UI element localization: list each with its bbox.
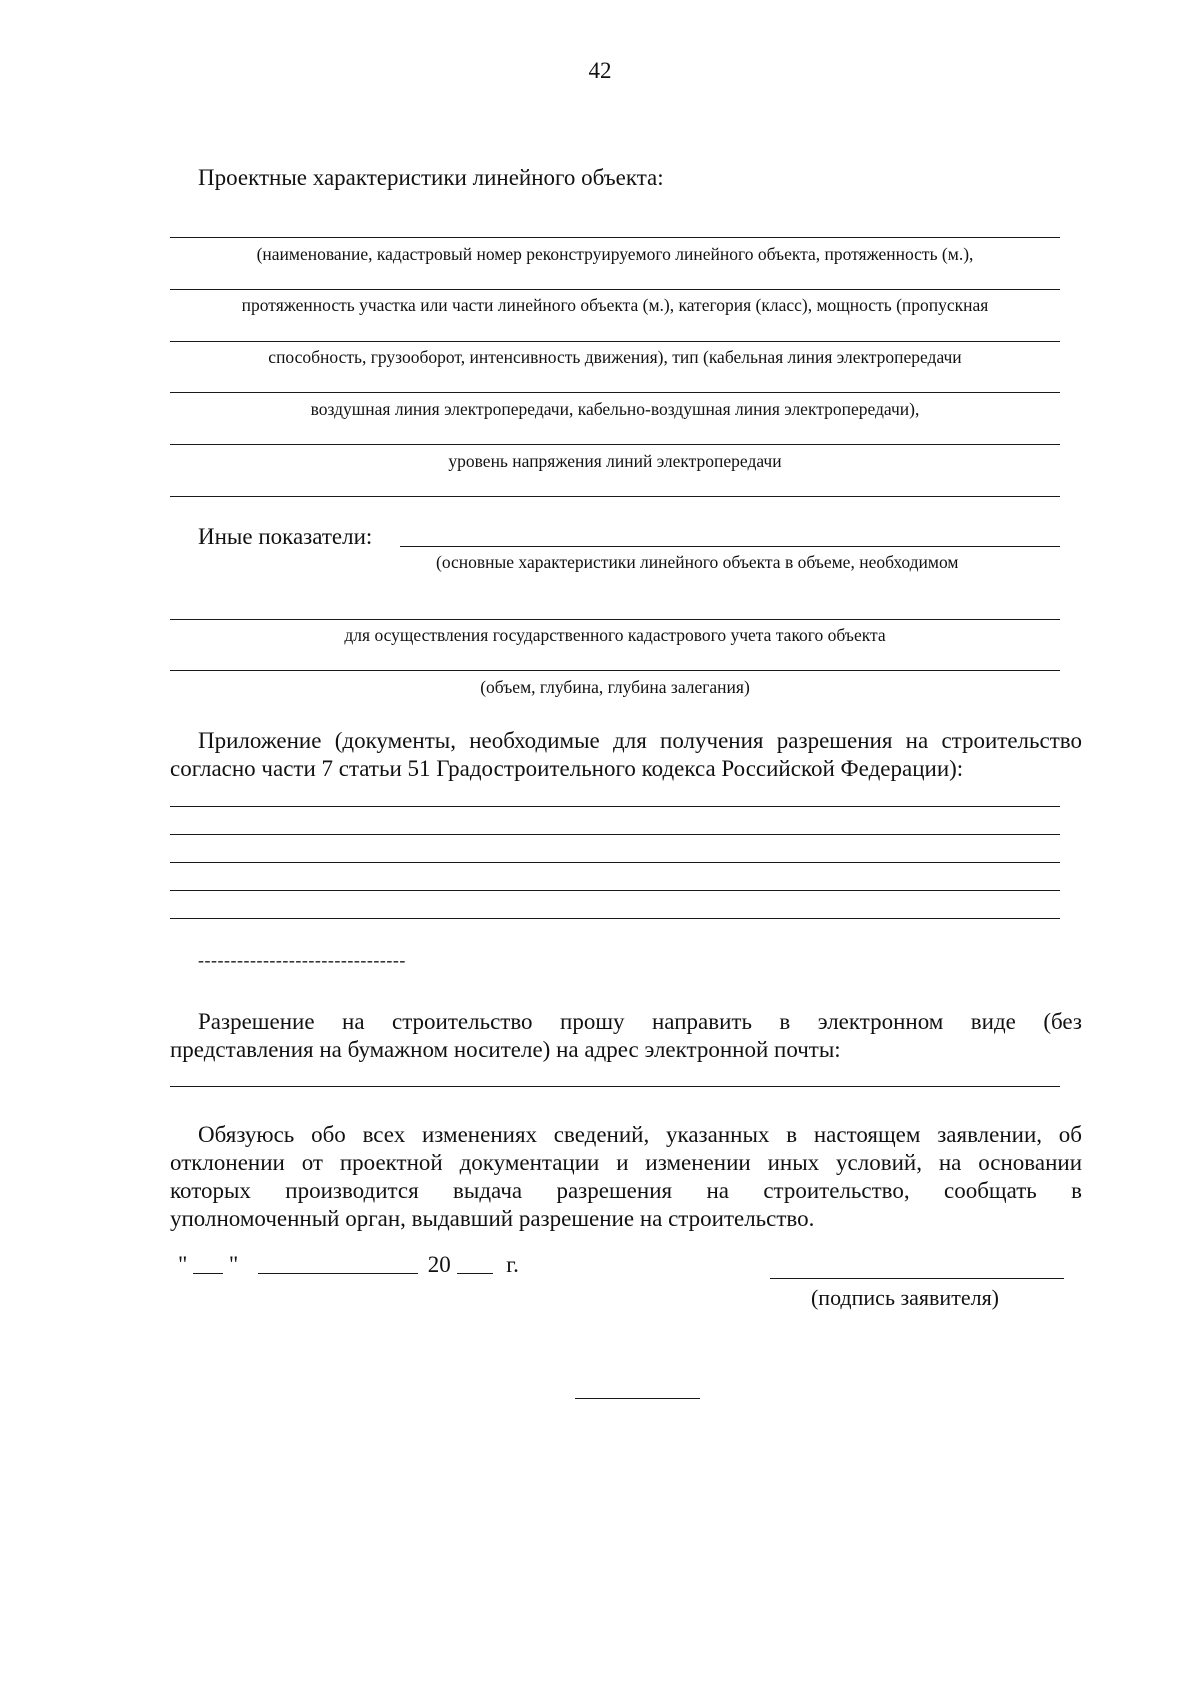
linear-object-caption: (наименование, кадастровый номер реконструируемого линейного объекта, протяженность (м.),	[256, 244, 974, 264]
linear-object-field-line[interactable]	[170, 289, 1060, 290]
obligation-line: уполномоченный орган, выдавший разрешение на строительство.	[170, 1206, 815, 1231]
email-request-line: Разрешение на строительство прошу направить в электронном виде (без	[198, 1009, 1082, 1034]
attachment-field-line[interactable]	[170, 918, 1060, 919]
attachment-field-line[interactable]	[170, 862, 1060, 863]
day-field[interactable]	[193, 1255, 223, 1274]
year-field[interactable]	[457, 1255, 493, 1274]
attachment-field-line[interactable]	[170, 806, 1060, 807]
other-indicators-caption: для осуществления государственного кадастрового учета такого объекта	[344, 625, 886, 645]
linear-object-field-line[interactable]	[170, 341, 1060, 342]
email-request-line: представления на бумажном носителе) на адрес электронной почты:	[170, 1037, 841, 1062]
dashed-separator: --------------------------------	[198, 950, 406, 970]
attachment-field-line[interactable]	[170, 890, 1060, 891]
linear-object-field-line[interactable]	[170, 392, 1060, 393]
signature-caption: (подпись заявителя)	[810, 1285, 1000, 1310]
date-quote-close: "	[228, 1252, 239, 1277]
linear-object-field-line[interactable]	[170, 237, 1060, 238]
month-field[interactable]	[258, 1255, 418, 1274]
other-indicators-caption: (объем, глубина, глубина залегания)	[480, 677, 750, 697]
linear-object-field-line[interactable]	[170, 444, 1060, 445]
linear-object-caption: воздушная линия электропередачи, кабельно-воздушная линия электропередачи),	[310, 399, 920, 419]
attachment-line: Приложение (документы, необходимые для получения разрешения на строительство	[198, 728, 1082, 753]
linear-object-caption: протяженность участка или части линейного объекта (м.), категория (класс), мощность (пропускная	[241, 295, 989, 315]
obligation-line: которых производится выдача разрешения на строительство, сообщать в	[170, 1178, 1082, 1203]
year-prefix: 20	[427, 1252, 451, 1277]
email-request-paragraph	[170, 1008, 1082, 1064]
attachment-line: согласно части 7 статьи 51 Градостроительного кодекса Российской Федерации):	[170, 756, 964, 781]
other-indicators-label: Иные показатели:	[198, 524, 373, 549]
obligation-line: Обязуюсь обо всех изменениях сведений, указанных в настоящем заявлении, об	[198, 1122, 1082, 1147]
other-indicators-field-line[interactable]	[400, 546, 1060, 547]
other-indicators-field-line[interactable]	[170, 619, 1060, 620]
linear-object-field-line[interactable]	[170, 496, 1060, 497]
obligation-line: отклонении от проектной документации и изменении иных условий, на основании	[170, 1150, 1082, 1175]
obligation-paragraph	[170, 1121, 1082, 1233]
other-indicators-field-line[interactable]	[170, 670, 1060, 671]
linear-object-caption: уровень напряжения линий электропередачи	[448, 451, 782, 471]
other-indicators-caption: (основные характеристики линейного объекта в объеме, необходимом	[436, 552, 959, 572]
date-row	[178, 1252, 519, 1278]
signature-field-line[interactable]	[770, 1278, 1064, 1279]
email-field-line[interactable]	[170, 1086, 1060, 1087]
linear-object-heading: Проектные характеристики линейного объекта:	[198, 165, 664, 190]
year-suffix: г.	[506, 1252, 519, 1277]
page-number: 42	[588, 58, 612, 83]
linear-object-caption: способность, грузооборот, интенсивность движения), тип (кабельная линия электропередачи	[268, 347, 962, 367]
section-end-rule	[575, 1398, 700, 1399]
attachment-field-line[interactable]	[170, 834, 1060, 835]
attachment-paragraph	[170, 727, 1082, 783]
date-quote-open: "	[178, 1252, 188, 1277]
